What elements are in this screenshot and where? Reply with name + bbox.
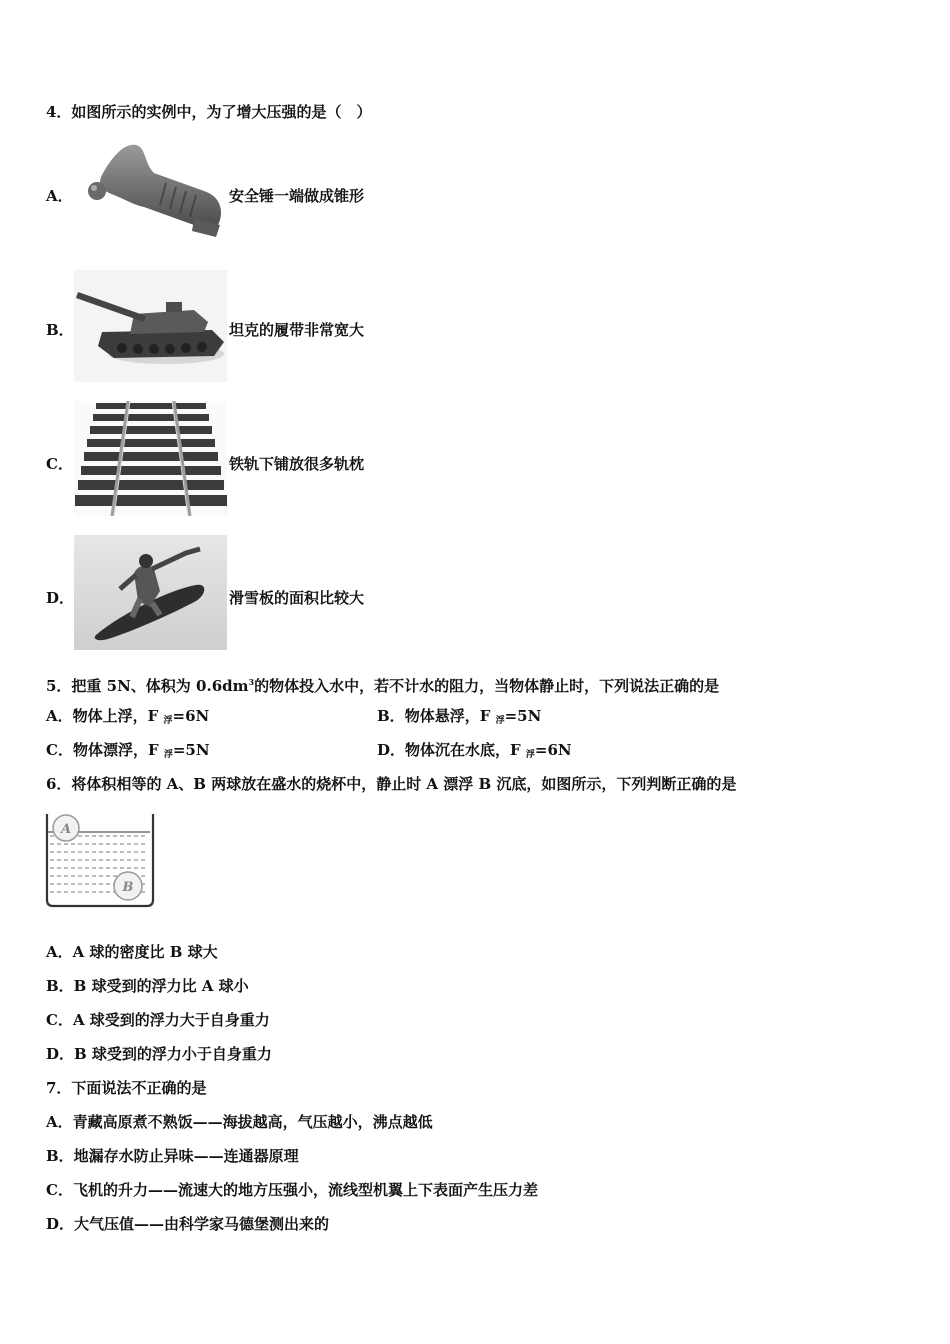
q4-option-a-label: A． bbox=[46, 187, 73, 205]
q6-option-d: D．B 球受到的浮力小于自身重力 bbox=[46, 1045, 272, 1063]
q5-stem-suffix: 的物体投入水中，若不计水的阻力，当物体静止时，下列说法正确的是 bbox=[254, 677, 720, 695]
q4-option-a-text: 安全锤一端做成锥形 bbox=[229, 187, 365, 205]
q5-option-b-label: B． bbox=[377, 707, 405, 725]
q7-stem: 7．下面说法不正确的是 bbox=[46, 1079, 207, 1097]
q5-option-b-sub: 浮 bbox=[495, 716, 505, 726]
q5-option-d-post: =6N bbox=[534, 741, 572, 759]
q5-stem-sup: 3 bbox=[248, 677, 255, 687]
q5-option-b-pre: 物体悬浮，F bbox=[404, 707, 496, 725]
q5-option-a bbox=[46, 706, 209, 731]
q5-option-a-sub: 浮 bbox=[163, 716, 173, 726]
q6-option-b: B．B 球受到的浮力比 A 球小 bbox=[46, 977, 249, 995]
q5-option-c bbox=[46, 740, 210, 765]
q6-stem: 6．将体积相等的 A、B 两球放在盛水的烧杯中，静止时 A 漂浮 B 沉底，如图所示，下列判断正确的是 bbox=[46, 775, 737, 793]
beaker-figure bbox=[44, 812, 156, 908]
q4-option-d-text: 滑雪板的面积比较大 bbox=[229, 589, 365, 607]
railway-track-image bbox=[74, 401, 227, 516]
q4-option-c-label: C． bbox=[46, 455, 73, 473]
ball-b-label: B bbox=[122, 880, 134, 895]
tank-image bbox=[74, 270, 227, 382]
q5-stem-prefix: 5．把重 5N、体积为 0.6dm bbox=[46, 677, 249, 695]
snowboarder-image bbox=[74, 535, 227, 650]
q7-option-b: B．地漏存水防止异味——连通器原理 bbox=[46, 1147, 299, 1165]
q5-option-a-post: =6N bbox=[172, 707, 210, 725]
q5-option-d bbox=[377, 740, 572, 765]
q5-option-c-label: C． bbox=[46, 741, 73, 759]
q6-option-c: C．A 球受到的浮力大于自身重力 bbox=[46, 1011, 270, 1029]
q5-option-c-post: =5N bbox=[172, 741, 210, 759]
q5-option-d-label: D． bbox=[377, 741, 406, 759]
q4-option-c-text: 铁轨下铺放很多轨枕 bbox=[229, 455, 365, 473]
q5-stem bbox=[46, 672, 719, 696]
q5-option-b-post: =5N bbox=[504, 707, 542, 725]
safety-hammer-image bbox=[74, 133, 227, 245]
q5-option-a-label: A． bbox=[46, 707, 73, 725]
q7-option-a: A．青藏高原煮不熟饭——海拔越高，气压越小，沸点越低 bbox=[46, 1113, 433, 1131]
q5-option-c-pre: 物体漂浮，F bbox=[72, 741, 164, 759]
q5-option-d-pre: 物体沉在水底，F bbox=[405, 741, 526, 759]
q7-option-d: D．大气压值——由科学家马德堡测出来的 bbox=[46, 1215, 330, 1233]
q5-option-a-pre: 物体上浮，F bbox=[72, 707, 164, 725]
q5-option-c-sub: 浮 bbox=[163, 750, 173, 760]
q4-option-b-label: B． bbox=[46, 321, 74, 339]
q7-option-c: C．飞机的升力——流速大的地方压强小，流线型机翼上下表面产生压力差 bbox=[46, 1181, 538, 1199]
q6-option-a: A．A 球的密度比 B 球大 bbox=[46, 943, 218, 961]
q5-option-b bbox=[377, 706, 541, 731]
q4-stem: 4．如图所示的实例中，为了增大压强的是（ ） bbox=[46, 103, 372, 121]
q5-option-d-sub: 浮 bbox=[525, 750, 535, 760]
ball-a-label: A bbox=[60, 822, 72, 837]
q4-option-b-text: 坦克的履带非常宽大 bbox=[229, 321, 365, 339]
q4-option-d-label: D． bbox=[46, 589, 75, 607]
